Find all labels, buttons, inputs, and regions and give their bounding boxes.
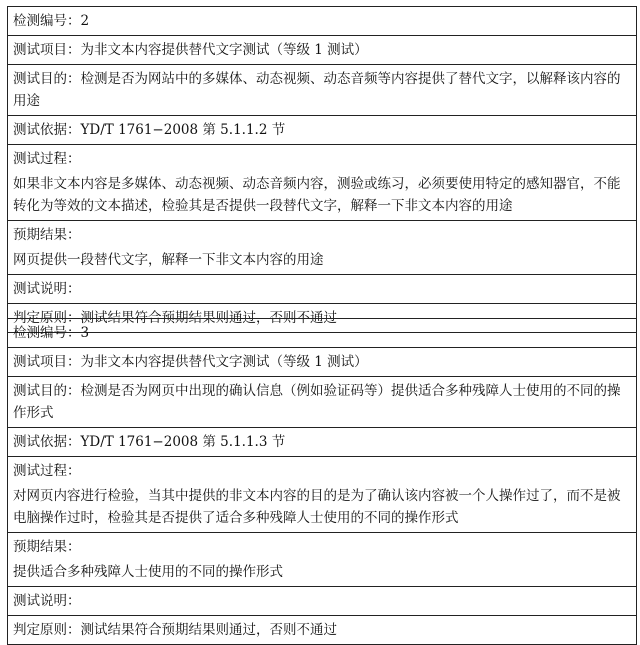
test-notes-row: 测试说明： bbox=[8, 275, 636, 304]
criteria-row: 判定原则：测试结果符合预期结果则通过，否则不通过 bbox=[13, 310, 337, 326]
test-id-row: 检测编号：3 bbox=[8, 319, 636, 348]
test-process-label: 测试过程： bbox=[13, 151, 81, 167]
test-case-table-2 bbox=[7, 6, 637, 333]
test-project-row: 测试项目：为非文本内容提供替代文字测试（等级 1 测试） bbox=[8, 36, 636, 65]
test-basis-row: 测试依据：YD/T 1761−2008 第 5.1.1.2 节 bbox=[8, 116, 636, 145]
test-project-row: 测试项目：为非文本内容提供替代文字测试（等级 1 测试） bbox=[8, 348, 636, 377]
test-id-row: 检测编号：2 bbox=[8, 7, 636, 36]
test-purpose-row: 测试目的：检测是否为网页中出现的确认信息（例如验证码等）提供适合多种残障人士使用的不同的操作形式 bbox=[8, 377, 636, 428]
test-purpose-row: 测试目的：检测是否为网站中的多媒体、动态视频、动态音频等内容提供了替代文字，以解释该内容的用途 bbox=[8, 65, 636, 116]
test-basis-row: 测试依据：YD/T 1761−2008 第 5.1.1.3 节 bbox=[8, 428, 636, 457]
expected-result-text: 提供适合多种残障人士使用的不同的操作形式 bbox=[8, 558, 636, 587]
test-process-text: 对网页内容进行检验，当其中提供的非文本内容的目的是为了确认该内容被一个人操作过了，而不是被电脑操作过时，检验其是否提供了适合多种残障人士使用的不同的操作形式 bbox=[8, 482, 636, 533]
criteria-row: 判定原则：测试结果符合预期结果则通过，否则不通过 bbox=[13, 622, 337, 638]
test-case-table-3 bbox=[7, 318, 637, 645]
expected-result-label: 预期结果： bbox=[13, 539, 81, 555]
expected-result-label: 预期结果： bbox=[13, 227, 81, 243]
test-process-label: 测试过程： bbox=[13, 463, 81, 479]
test-notes-row: 测试说明： bbox=[8, 587, 636, 616]
expected-result-text: 网页提供一段替代文字，解释一下非文本内容的用途 bbox=[8, 246, 636, 275]
test-process-text: 如果非文本内容是多媒体、动态视频、动态音频内容，测验或练习，必须要使用特定的感知器官，不能转化为等效的文本描述，检验其是否提供一段替代文字，解释一下非文本内容的用途 bbox=[8, 170, 636, 221]
